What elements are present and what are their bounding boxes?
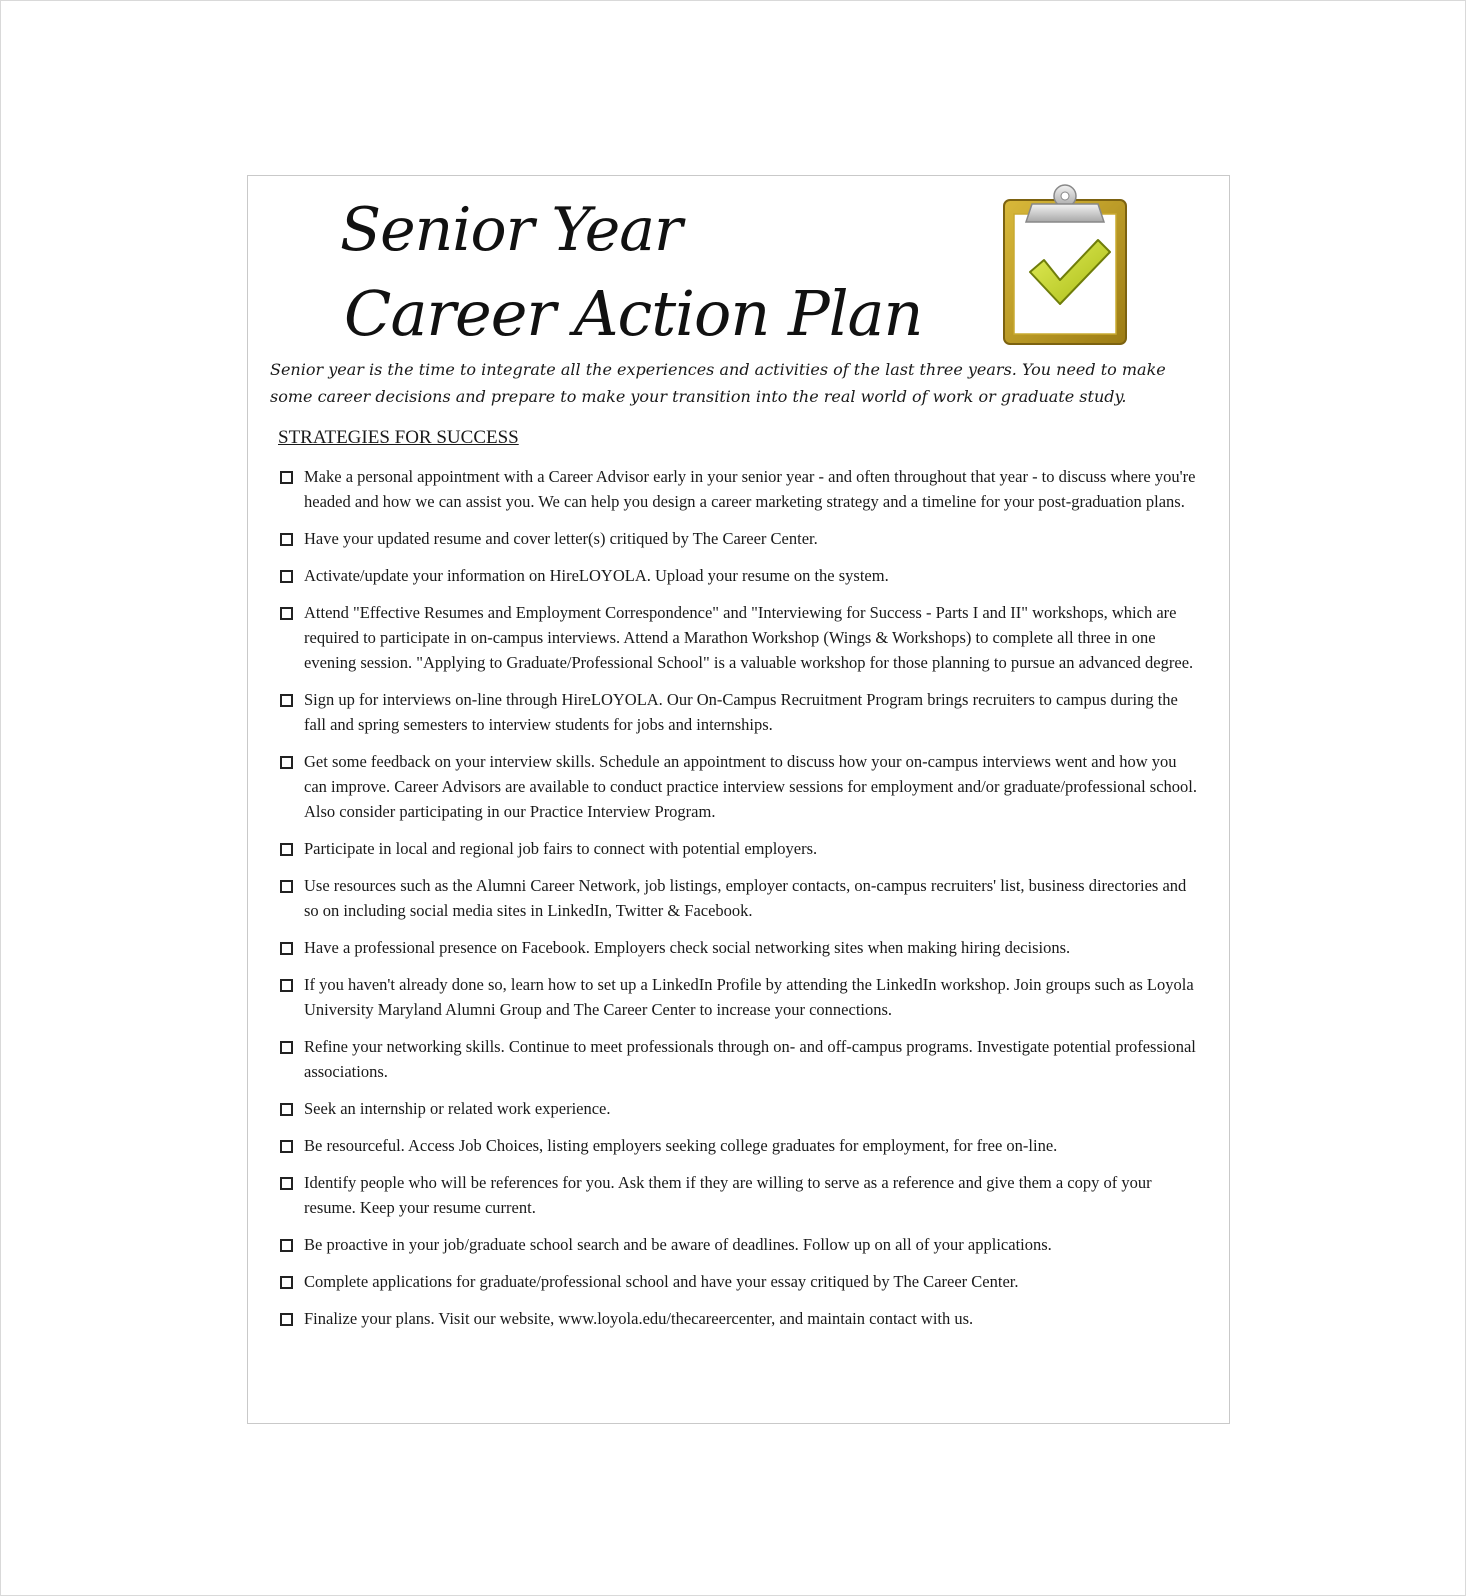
strategy-text: Be proactive in your job/graduate school search and be aware of deadlines. Follow up on all of your applications. <box>304 1235 1052 1254</box>
checkbox[interactable] <box>280 843 293 856</box>
strategy-text: Attend "Effective Resumes and Employment Correspondence" and "Interviewing for Success - Parts I and II" workshops, which are required to participate in on-campus interviews. Attend a Marathon Workshop (Wings & Workshops) to complete all three in one evening session. "Applying to Graduate/Professional School" is a valuable workshop for those planning to pursue an advanced degree. <box>304 603 1194 672</box>
list-item <box>278 836 1198 861</box>
list-item <box>278 1133 1198 1158</box>
strategy-text: Sign up for interviews on-line through HireLOYOLA. Our On-Campus Recruitment Program brings recruiters to campus during the fall and spring semesters to interview students for jobs and internships. <box>304 690 1178 734</box>
strategy-text: Have your updated resume and cover letter(s) critiqued by The Career Center. <box>304 529 818 548</box>
checkbox[interactable] <box>280 756 293 769</box>
list-item <box>278 873 1198 923</box>
list-item <box>278 563 1198 588</box>
list-item <box>278 526 1198 551</box>
list-item <box>278 687 1198 737</box>
list-item <box>278 1096 1198 1121</box>
list-item <box>278 1306 1198 1331</box>
strategy-text: Use resources such as the Alumni Career Network, job listings, employer contacts, on-campus recruiters' list, business directories and so on including social media sites in LinkedIn, Twitter & Facebook. <box>304 876 1187 920</box>
checkbox[interactable] <box>280 694 293 707</box>
checkbox[interactable] <box>280 1276 293 1289</box>
checkbox[interactable] <box>280 1140 293 1153</box>
list-item <box>278 972 1198 1022</box>
strategy-text: Participate in local and regional job fairs to connect with potential employers. <box>304 839 818 858</box>
list-item <box>278 464 1198 514</box>
strategy-text: Activate/update your information on HireLOYOLA. Upload your resume on the system. <box>304 566 889 585</box>
title-line-1: Senior Year <box>340 195 682 265</box>
strategy-text: Get some feedback on your interview skills. Schedule an appointment to discuss how your on-campus interviews went and how you can improve. Career Advisors are available to conduct practice interview sessions for employment and/or graduate/professional school. Also consider participating in our Practice Interview Program. <box>304 752 1197 821</box>
strategy-text: Have a professional presence on Facebook. Employers check social networking sites when making hiring decisions. <box>304 938 1071 957</box>
strategy-text: Finalize your plans. Visit our website, www.loyola.edu/thecareercenter, and maintain contact with us. <box>304 1309 974 1328</box>
title-line-2: Career Action Plan <box>344 277 923 350</box>
strategy-text: If you haven't already done so, learn how to set up a LinkedIn Profile by attending the LinkedIn workshop. Join groups such as Loyola University Maryland Alumni Group and The Career Center to increase your connections. <box>304 975 1194 1019</box>
strategy-text: Make a personal appointment with a Career Advisor early in your senior year - and often throughout that year - to discuss where you're headed and how we can assist you. We can help you design a career marketing strategy and a timeline for your post-graduation plans. <box>304 467 1196 511</box>
strategy-text: Identify people who will be references for you. Ask them if they are willing to serve as a reference and give them a copy of your resume. Keep your resume current. <box>304 1173 1152 1217</box>
checkbox[interactable] <box>280 471 293 484</box>
clipboard-checkmark-icon <box>1000 182 1130 346</box>
checkbox[interactable] <box>280 570 293 583</box>
checkbox[interactable] <box>280 533 293 546</box>
list-item <box>278 1232 1198 1257</box>
checkbox[interactable] <box>280 1041 293 1054</box>
checkbox[interactable] <box>280 880 293 893</box>
strategy-text: Complete applications for graduate/professional school and have your essay critiqued by The Career Center. <box>304 1272 1019 1291</box>
strategy-list <box>278 464 1198 1343</box>
strategy-text: Refine your networking skills. Continue to meet professionals through on- and off-campus programs. Investigate potential professional associations. <box>304 1037 1196 1081</box>
list-item <box>278 935 1198 960</box>
list-item <box>278 600 1198 675</box>
checkbox[interactable] <box>280 1239 293 1252</box>
list-item <box>278 1034 1198 1084</box>
list-item <box>278 1170 1198 1220</box>
checkbox[interactable] <box>280 1103 293 1116</box>
section-heading: STRATEGIES FOR SUCCESS <box>278 427 519 448</box>
strategy-text: Be resourceful. Access Job Choices, listing employers seeking college graduates for employment, for free on-line. <box>304 1136 1058 1155</box>
checkbox[interactable] <box>280 1313 293 1326</box>
intro-paragraph: Senior year is the time to integrate all the experiences and activities of the last three years. You need to make some career decisions and prepare to make your transition into the real world of work or graduate study. <box>270 360 1166 406</box>
checkbox[interactable] <box>280 607 293 620</box>
list-item <box>278 749 1198 824</box>
checkbox[interactable] <box>280 979 293 992</box>
document-page <box>247 175 1230 1424</box>
checkbox[interactable] <box>280 942 293 955</box>
list-item <box>278 1269 1198 1294</box>
checkbox[interactable] <box>280 1177 293 1190</box>
strategy-text: Seek an internship or related work experience. <box>304 1099 611 1118</box>
